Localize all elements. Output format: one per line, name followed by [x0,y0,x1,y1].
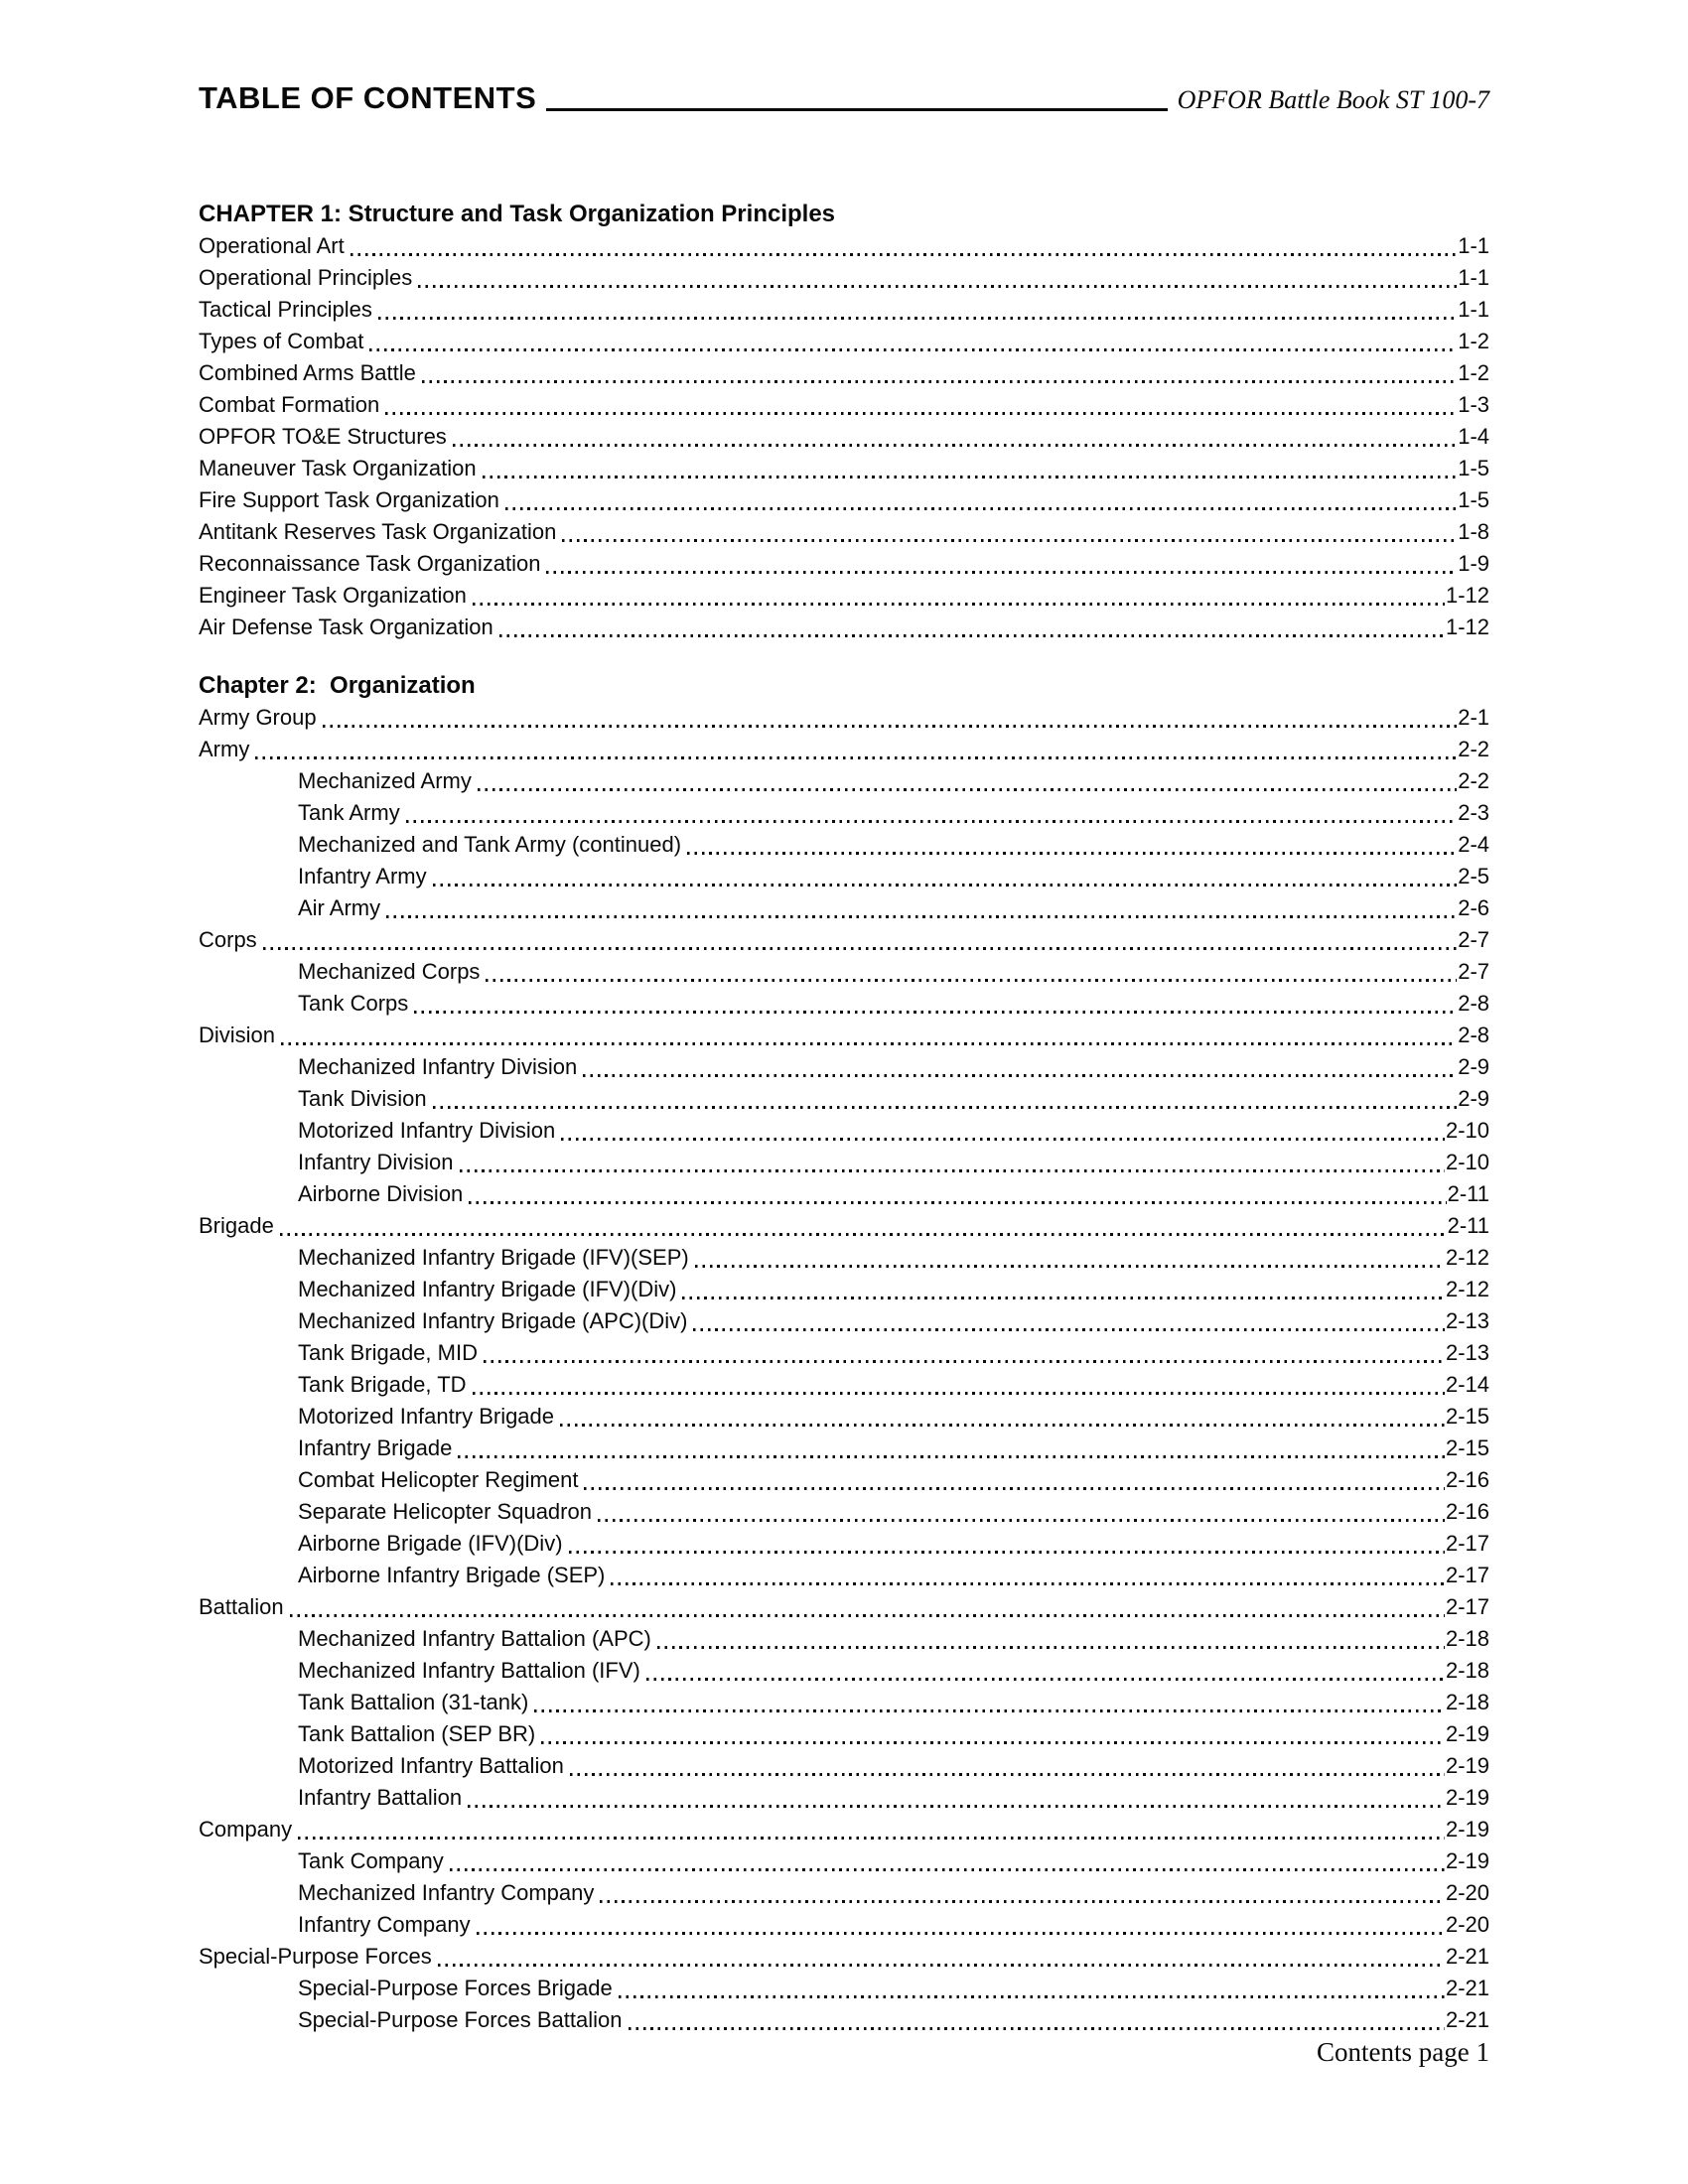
toc-entry-page: 1-5 [1458,487,1489,512]
toc-entry-label: Separate Helicopter Squadron [298,1499,592,1524]
dot-leader [570,1773,1445,1776]
toc-entry-label: Tank Brigade, TD [298,1372,467,1397]
toc-entry-label: Mechanized Infantry Battalion (IFV) [298,1658,640,1683]
toc-section [199,670,1489,2036]
dot-leader [682,1297,1444,1299]
dot-leader [263,947,1458,950]
toc-entry-page: 2-16 [1445,1467,1489,1492]
toc-entry-page: 2-18 [1445,1690,1489,1714]
toc-entry-label: Combined Arms Battle [199,360,416,385]
toc-entry [199,1020,1489,1051]
toc-entry-page: 2-19 [1445,1721,1489,1746]
toc-entry-label: Mechanized Army [298,768,472,793]
toc-entry-label: Airborne Brigade (IFV)(Div) [298,1531,563,1556]
toc-entry-label: Antitank Reserves Task Organization [199,519,557,544]
toc-entry [199,1909,1489,1941]
toc-entry-label: Mechanized Infantry Battalion (APC) [298,1626,651,1651]
toc-entry-label: Mechanized and Tank Army (continued) [298,832,682,857]
toc-entry [199,797,1489,829]
toc-entry-label: Mechanized Infantry Brigade (APC)(Div) [298,1308,688,1333]
toc-entry-page: 2-3 [1458,800,1489,825]
toc-entry-page: 2-1 [1458,705,1489,730]
chapter-heading: Chapter 2: Organization [199,672,476,699]
toc-entry-label: Engineer Task Organization [199,583,467,608]
toc-entry-page: 2-20 [1445,1880,1489,1905]
dot-leader [478,788,1457,791]
toc-entry [199,1274,1489,1305]
dot-leader [484,1360,1445,1363]
dot-leader [629,2027,1445,2030]
dot-leader [385,412,1457,415]
dot-leader [255,756,1457,759]
toc-entry [199,2004,1489,2036]
toc-entry-label: Mechanized Infantry Company [298,1880,595,1905]
toc-entry [199,861,1489,892]
toc-entry-page: 2-21 [1445,1976,1489,2000]
dot-leader [453,444,1457,447]
toc-entry-page: 1-12 [1445,614,1489,639]
dot-leader [505,507,1457,510]
dot-leader [499,634,1445,637]
toc-entry-page: 2-6 [1458,895,1489,920]
toc-entry [199,1115,1489,1147]
toc-entry-label: Mechanized Infantry Brigade (IFV)(Div) [298,1277,677,1301]
dot-leader [378,317,1457,320]
page-title: TABLE OF CONTENTS [199,80,537,115]
toc-entry-page: 2-8 [1458,991,1489,1016]
toc-entry [199,294,1489,326]
toc-entry [199,484,1489,516]
dot-leader [458,1455,1445,1458]
dot-leader [569,1551,1445,1554]
toc-entry-label: Brigade [199,1213,274,1238]
dot-leader [600,1900,1445,1903]
toc-entry-label: Maneuver Task Organization [199,456,477,480]
toc-entry [199,988,1489,1020]
toc-entry-page: 1-8 [1458,519,1489,544]
toc-entry [199,1337,1489,1369]
toc-entry-page: 2-17 [1445,1563,1489,1587]
toc-entry [199,453,1489,484]
toc-entry-label: Division [199,1023,276,1047]
toc-entry [199,1655,1489,1687]
toc-entry-page: 2-18 [1445,1658,1489,1683]
toc-entry [199,1687,1489,1718]
dot-leader [695,1265,1445,1268]
toc-entry [199,956,1489,988]
toc-entry-label: Reconnaissance Task Organization [199,551,541,576]
dot-leader [422,380,1457,383]
toc-entry-label: Types of Combat [199,329,364,353]
toc-entry-page: 2-19 [1445,1817,1489,1842]
toc-entry-page: 2-14 [1445,1372,1489,1397]
toc-entry-label: Air Defense Task Organization [199,614,493,639]
toc-entry [199,1814,1489,1845]
chapter-entries [199,702,1489,2036]
dot-leader [477,1932,1445,1935]
toc-entry [199,1147,1489,1178]
dot-leader [298,1837,1445,1840]
dot-leader [687,852,1457,855]
dot-leader [486,979,1457,982]
toc-entry-label: Army Group [199,705,317,730]
dot-leader [473,603,1445,606]
dot-leader [473,1392,1445,1395]
chapter-heading: CHAPTER 1: Structure and Task Organization Principles [199,201,836,227]
toc-entry-label: Motorized Infantry Battalion [298,1753,564,1778]
toc-entry-page: 1-1 [1458,233,1489,258]
toc-entry-page: 2-20 [1445,1912,1489,1937]
toc-entry-label: Combat Formation [199,392,380,417]
dot-leader [611,1582,1445,1585]
dot-leader [468,1805,1445,1808]
toc-entry-label: Motorized Infantry Brigade [298,1404,555,1429]
toc-entry-label: Infantry Division [298,1150,454,1174]
toc-entry-label: Operational Principles [199,265,413,290]
toc-entry [199,1560,1489,1591]
chapter-entries [199,230,1489,643]
document-reference: OPFOR Battle Book ST 100-7 [1177,85,1489,114]
toc-entry-page: 1-2 [1458,360,1489,385]
dot-leader [433,884,1458,887]
toc-entry-page: 2-13 [1445,1308,1489,1333]
toc-entry-label: Mechanized Corps [298,959,481,984]
dot-leader [646,1678,1445,1681]
dot-leader [546,571,1457,574]
toc-entry-label: Company [199,1817,293,1842]
toc-entry-page: 2-11 [1447,1181,1489,1206]
toc-entry-page: 2-2 [1458,768,1489,793]
toc-entry-page: 2-15 [1445,1435,1489,1460]
toc-entry [199,892,1489,924]
toc-entry-label: Airborne Division [298,1181,464,1206]
toc-entry-label: Corps [199,927,257,952]
toc-entry-page: 2-2 [1458,737,1489,761]
toc-entry-label: Combat Helicopter Regiment [298,1467,579,1492]
toc-entry-label: Fire Support Task Organization [199,487,499,512]
toc-entry-label: Tank Company [298,1848,444,1873]
page-header [199,81,1489,115]
toc-entry [199,1464,1489,1496]
toc-entry-label: Infantry Battalion [298,1785,463,1810]
toc-entry [199,924,1489,956]
dot-leader [469,1201,1446,1204]
dot-leader [562,539,1457,542]
toc-entry [199,421,1489,453]
toc-entry [199,1591,1489,1623]
toc-entry [199,230,1489,262]
toc-entry [199,1877,1489,1909]
toc-entry-label: Airborne Infantry Brigade (SEP) [298,1563,606,1587]
toc-entry-label: Tank Battalion (31-tank) [298,1690,529,1714]
page-footer: Contents page 1 [1317,2037,1489,2067]
dot-leader [460,1169,1445,1172]
toc-entry-label: Tank Division [298,1086,427,1111]
toc-entry-label: Infantry Army [298,864,427,888]
toc-entry-page: 1-1 [1458,265,1489,290]
toc-entry [199,1623,1489,1655]
toc-entry-label: Air Army [298,895,381,920]
dot-leader [584,1487,1444,1490]
toc-entry-page: 2-15 [1445,1404,1489,1429]
dot-leader [418,285,1457,288]
toc-entry-page: 2-21 [1445,1944,1489,1969]
toc-entry-page: 2-19 [1445,1848,1489,1873]
toc-entry-page: 2-18 [1445,1626,1489,1651]
toc-entry-page: 2-10 [1445,1150,1489,1174]
toc-entry [199,702,1489,734]
toc-entry-page: 2-4 [1458,832,1489,857]
table-of-contents [199,199,1489,2036]
toc-entry-page: 2-5 [1458,864,1489,888]
toc-entry-page: 2-9 [1458,1086,1489,1111]
toc-entry-page: 2-13 [1445,1340,1489,1365]
toc-entry-page: 2-12 [1445,1245,1489,1270]
toc-entry-label: OPFOR TO&E Structures [199,424,447,449]
toc-entry-page: 2-19 [1445,1753,1489,1778]
dot-leader [619,1995,1445,1998]
toc-entry-label: Battalion [199,1594,284,1619]
toc-entry-label: Tank Army [298,800,400,825]
toc-entry [199,262,1489,294]
toc-entry [199,580,1489,612]
toc-entry-label: Operational Art [199,233,345,258]
toc-entry-page: 1-1 [1458,297,1489,322]
toc-entry-label: Special-Purpose Forces Battalion [298,2007,623,2032]
toc-entry-page: 2-17 [1445,1594,1489,1619]
toc-entry [199,1051,1489,1083]
toc-entry [199,1242,1489,1274]
dot-leader [323,725,1458,728]
toc-entry-page: 1-9 [1458,551,1489,576]
toc-entry [199,612,1489,643]
toc-entry-page: 2-7 [1458,959,1489,984]
toc-entry-label: Infantry Brigade [298,1435,453,1460]
toc-entry [199,516,1489,548]
toc-entry-label: Tank Brigade, MID [298,1340,478,1365]
toc-entry-page: 2-17 [1445,1531,1489,1556]
dot-leader [290,1614,1445,1617]
dot-leader [414,1011,1457,1014]
toc-entry [199,389,1489,421]
dot-leader [450,1868,1445,1871]
dot-leader [657,1646,1445,1649]
toc-entry-page: 2-21 [1445,2007,1489,2032]
toc-entry [199,765,1489,797]
dot-leader [351,253,1457,256]
toc-entry [199,326,1489,357]
toc-entry-page: 2-8 [1458,1023,1489,1047]
toc-entry [199,1433,1489,1464]
toc-entry-label: Motorized Infantry Division [298,1118,556,1143]
toc-entry [199,1941,1489,1973]
toc-entry [199,1401,1489,1433]
toc-entry [199,1496,1489,1528]
toc-entry [199,1782,1489,1814]
toc-entry [199,548,1489,580]
toc-entry-label: Infantry Company [298,1912,471,1937]
toc-entry-label: Special-Purpose Forces [199,1944,432,1969]
toc-entry [199,1718,1489,1750]
dot-leader [438,1964,1445,1967]
toc-entry-page: 1-4 [1458,424,1489,449]
toc-entry-label: Tactical Principles [199,297,372,322]
toc-entry-page: 1-5 [1458,456,1489,480]
toc-entry-label: Mechanized Infantry Division [298,1054,578,1079]
toc-section [199,199,1489,643]
dot-leader [560,1424,1445,1427]
toc-entry [199,1845,1489,1877]
dot-leader [369,348,1457,351]
toc-entry [199,357,1489,389]
toc-entry [199,1178,1489,1210]
dot-leader [693,1328,1444,1331]
toc-entry [199,734,1489,765]
toc-entry [199,1973,1489,2004]
toc-entry-page: 2-16 [1445,1499,1489,1524]
toc-entry [199,1750,1489,1782]
toc-entry-page: 2-11 [1447,1213,1489,1238]
toc-entry-page: 1-12 [1445,583,1489,608]
toc-entry-page: 2-9 [1458,1054,1489,1079]
toc-entry-page: 1-3 [1458,392,1489,417]
dot-leader [598,1519,1445,1522]
toc-entry [199,1083,1489,1115]
dot-leader [583,1074,1457,1077]
toc-entry-label: Special-Purpose Forces Brigade [298,1976,613,2000]
toc-entry-label: Tank Battalion (SEP BR) [298,1721,536,1746]
dot-leader [280,1233,1447,1236]
dot-leader [281,1042,1457,1045]
toc-entry-page: 2-10 [1445,1118,1489,1143]
dot-leader [534,1709,1445,1712]
dot-leader [561,1138,1445,1141]
toc-entry-page: 1-2 [1458,329,1489,353]
dot-leader [541,1741,1445,1744]
toc-entry-label: Mechanized Infantry Brigade (IFV)(SEP) [298,1245,689,1270]
toc-entry [199,829,1489,861]
toc-entry [199,1210,1489,1242]
dot-leader [406,820,1458,823]
toc-entry [199,1305,1489,1337]
toc-entry-page: 2-12 [1445,1277,1489,1301]
toc-entry [199,1528,1489,1560]
dot-leader [386,915,1457,918]
toc-entry-label: Army [199,737,250,761]
dot-leader [433,1106,1458,1109]
toc-entry [199,1369,1489,1401]
header-rule [546,108,1167,111]
dot-leader [483,476,1458,478]
toc-entry-page: 2-7 [1458,927,1489,952]
toc-entry-label: Tank Corps [298,991,409,1016]
toc-entry-page: 2-19 [1445,1785,1489,1810]
